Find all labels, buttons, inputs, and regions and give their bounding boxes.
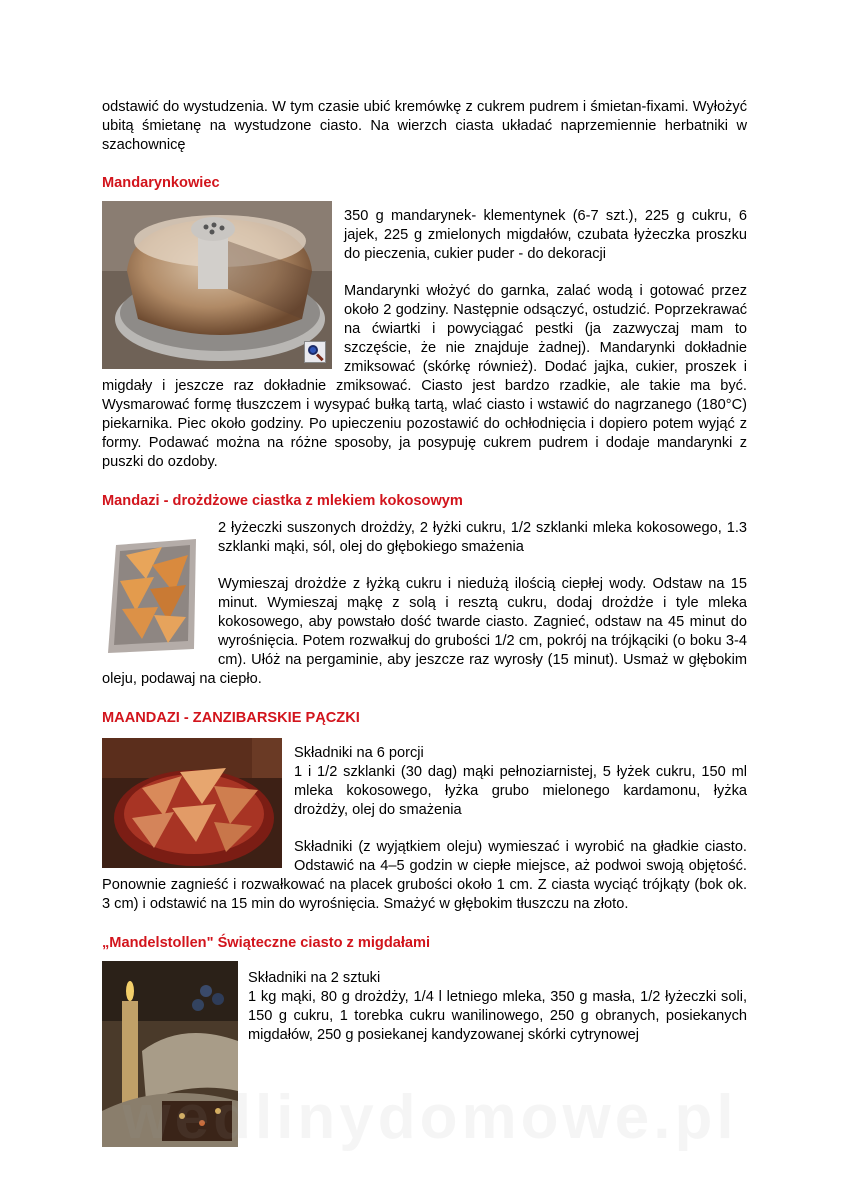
recipe-ingredients: 2 łyżeczki suszonych drożdży, 2 łyżki cukru, 1/2 szklanki mleka kokosowego, 1.3 szklanki mąki, sól, olej do głębokiego smażenia <box>218 520 747 555</box>
intro-paragraph: odstawić do wystudzenia. W tym czasie ubić kremówkę z cukrem pudrem i śmietan-fixami. Wyłożyć ubitą śmietanę na wystudzone ciasto. Na wierzch ciasta układać naprzemiennie herbatniki w szachownicę <box>102 99 747 153</box>
recipe-title: „Mandelstollen" Świąteczne ciasto z migdałami <box>102 935 431 951</box>
recipe-servings: Składniki na 6 porcji <box>294 745 424 761</box>
maandazi-photo[interactable] <box>102 738 282 868</box>
recipe-title: Mandazi - drożdżowe ciastka z mlekiem kokosowym <box>102 493 463 509</box>
recipe-servings: Składniki na 2 sztuki <box>248 970 381 986</box>
recipe-title: MAANDAZI - ZANZIBARSKIE PĄCZKI <box>102 710 360 726</box>
recipe-method: Mandarynki włożyć do garnka, zalać wodą i gotować przez około 2 godziny. Następnie odsączyć, ostudzić. Poprzekrawać na ćwiartki i powyciągać pestki (ja zazwyczaj mam to szczęście, że nie znajduje żadnej). Mandarynki dokładnie zmiksować (skórkę również). Dodać jajka, cukier, proszek i migdały i jeszcze raz dokładnie zmiksować. Ciasto jest bardzo rzadkie, ale takie ma być. Wysmarować formę tłuszczem i wysypać bułką tartą, wlać ciasto i wstawić do nagrzanego (180°C) piekarnika. Piec około godziny. Po upieczeniu pozostawić do ochłodnięcia i dopiero potem wyjąć z formy. Podawać można na różne sposoby, ja posypuję cukrem pudrem i dodaje mandarynki z puszki do ozdoby. <box>102 283 747 470</box>
document-page <box>102 98 747 1147</box>
recipe-mandarynkowiec <box>102 174 747 472</box>
recipe-mandazi <box>102 492 747 689</box>
cake-photo[interactable] <box>102 201 332 369</box>
recipe-title: Mandarynkowiec <box>102 175 220 191</box>
watermark: wedlinydomowe.pl <box>122 1083 738 1152</box>
recipe-ingredients: 350 g mandarynek- klementynek (6-7 szt.), 225 g cukru, 6 jajek, 225 g zmielonych migdałów, czubata łyżeczka proszku do pieczenia, cukier puder - do dekoracji <box>344 208 747 262</box>
recipe-mandelstollen <box>102 934 747 1045</box>
mandazi-photo[interactable] <box>102 525 202 655</box>
recipe-maandazi <box>102 709 747 914</box>
recipe-ingredients: 1 i 1/2 szklanki (30 dag) mąki pełnoziarnistej, 5 łyżek cukru, 150 ml mleka kokosowego, łyżka grubo mielonego kardamonu, łyżka drożdży, olej do smażenia <box>294 764 747 818</box>
recipe-ingredients: 1 kg mąki, 80 g drożdży, 1/4 l letniego mleka, 350 g masła, 1/2 łyżeczki soli, 150 g cukru, 1 torebka cukru wanilinowego, 250 g obranych, posiekanych migdałów, 250 g posiekanej kandyzowanej skórki cytrynowej <box>248 989 747 1043</box>
recipe-method: Wymieszaj drożdże z łyżką cukru i niedużą ilością ciepłej wody. Odstaw na 15 minut. Wymieszaj mąkę z solą i resztą cukru, dodaj drożdże i tyle mleka kokosowego, aby powstało dość twarde ciasto. Zagnieć, odstaw na 45 minut do wyrośnięcia. Potem rozwałkuj do grubości 1/2 cm, pokrój na trójkąciki (o boku 3-4 cm). Ułóż na pergaminie, aby jeszcze raz wyrosły (15 minut). Usmaż w głębokim oleju, podawaj na ciepło. <box>102 576 747 687</box>
zoom-icon[interactable] <box>304 341 326 363</box>
recipe-method: Składniki (z wyjątkiem oleju) wymieszać i wyrobić na gładkie ciasto. Odstawić na 4–5 godzin w ciepłe miejsce, aż podwoi swoją objętość. Ponownie zagnieść i rozwałkować na placek grubości około 1 cm. Z ciasta wyciąć trójkąty (bok ok. 3 cm) i odstawić na 15 min do wyrośnięcia. Smażyć w głębokim tłuszczu na złoto. <box>102 839 747 912</box>
